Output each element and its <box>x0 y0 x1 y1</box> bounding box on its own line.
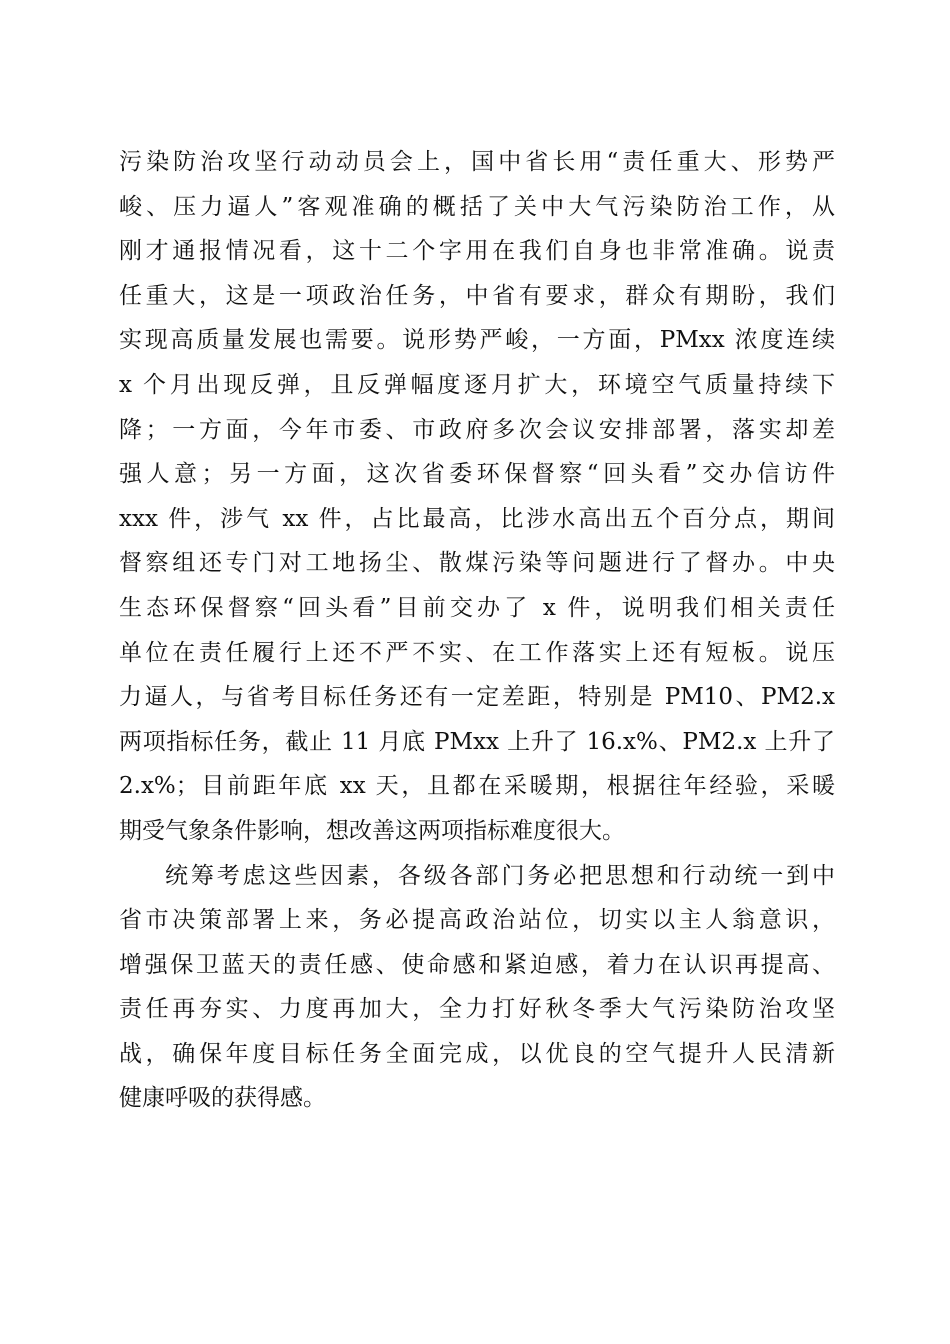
paragraph-line: 刚才通报情况看，这十二个字用在我们自身也非常准确。说责 <box>119 238 835 265</box>
document-body <box>119 140 835 1121</box>
paragraph-line: 2.x%；目前距年底 xx 天，且都在采暖期，根据往年经验，采暖 <box>119 773 835 800</box>
paragraph-line: 实现高质量发展也需要。说形势严峻，一方面，PMxx 浓度连续 <box>119 327 835 354</box>
paragraph-line: 降；一方面，今年市委、市政府多次会议安排部署，落实却差 <box>119 416 835 443</box>
paragraph-line: 峻、压力逼人”客观准确的概括了关中大气污染防治工作，从 <box>119 193 835 220</box>
paragraph-line: 强人意；另一方面，这次省委环保督察“回头看”交办信访件 <box>119 461 835 488</box>
paragraph-line: 增强保卫蓝天的责任感、使命感和紧迫感，着力在认识再提高、 <box>119 951 835 978</box>
paragraph-line: 污染防治攻坚行动动员会上，国中省长用“责任重大、形势严 <box>119 149 835 175</box>
paragraph-line: 单位在责任履行上还不严不实、在工作落实上还有短板。说压 <box>119 639 835 666</box>
paragraph-line: 省市决策部署上来，务必提高政治站位，切实以主人翁意识， <box>119 907 835 934</box>
paragraph-line: 期受气象条件影响，想改善这两项指标难度很大。 <box>119 817 625 844</box>
paragraph-line: 督察组还专门对工地扬尘、散煤污染等问题进行了督办。中央 <box>119 550 835 577</box>
paragraph-2 <box>119 854 835 1122</box>
paragraph-1 <box>119 140 835 854</box>
paragraph-line: 两项指标任务，截止 11 月底 PMxx 上升了 16.x%、PM2.x 上升了 <box>119 728 835 755</box>
paragraph-line: 任重大，这是一项政治任务，中省有要求，群众有期盼，我们 <box>119 282 835 309</box>
paragraph-line: xxx 件，涉气 xx 件，占比最高，比涉水高出五个百分点，期间 <box>119 505 835 532</box>
paragraph-line: 责任再夯实、力度再加大，全力打好秋冬季大气污染防治攻坚 <box>119 996 835 1023</box>
paragraph-line: 健康呼吸的获得感。 <box>119 1085 326 1112</box>
paragraph-line: 统筹考虑这些因素，各级各部门务必把思想和行动统一到中 <box>165 862 835 889</box>
paragraph-line: 生态环保督察“回头看”目前交办了 x 件，说明我们相关责任 <box>119 594 835 621</box>
paragraph-line: x 个月出现反弹，且反弹幅度逐月扩大，环境空气质量持续下 <box>119 371 835 398</box>
paragraph-line: 战，确保年度目标任务全面完成，以优良的空气提升人民清新 <box>119 1040 835 1067</box>
paragraph-line: 力逼人，与省考目标任务还有一定差距，特别是 PM10、PM2.x <box>119 684 835 711</box>
